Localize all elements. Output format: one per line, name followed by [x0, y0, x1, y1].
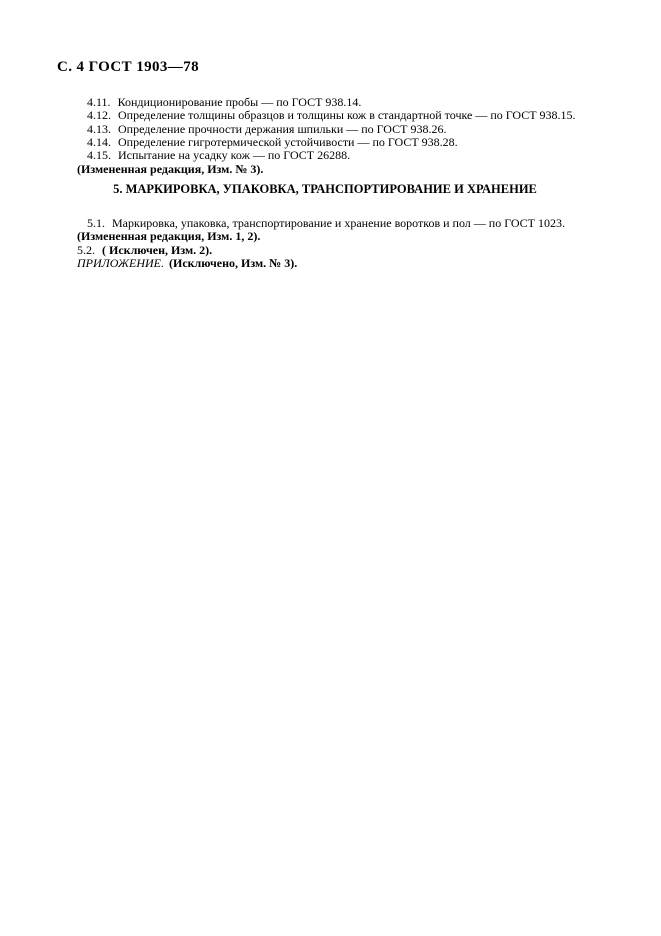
section-4-clauses [77, 96, 607, 176]
clause-text: Маркировка, упаковка, транспортирование и хранение воротков и пол — по ГОСТ 1023. [112, 216, 565, 230]
clause-text: Определение толщины образцов и толщины кож в стандартной точке — по ГОСТ 938.15. [118, 108, 576, 123]
clause-text: ( Исключен, Изм. 2). [102, 242, 213, 257]
clause-number: 4.14. [87, 135, 111, 150]
clause-number: 5.1. [87, 216, 105, 230]
clause-4-13 [77, 123, 607, 136]
clause-4-12 [77, 109, 607, 122]
appendix [77, 257, 607, 270]
page-header: С. 4 ГОСТ 1903—78 [57, 59, 199, 75]
clause-text: Кондиционирование пробы — по ГОСТ 938.14. [117, 95, 362, 109]
appendix-line [77, 257, 607, 270]
section-5-clauses [77, 217, 607, 257]
clause-4-14 [77, 136, 607, 149]
clause-number: 4.11. [87, 95, 111, 109]
appendix-label: ПРИЛОЖЕНИЕ. [77, 256, 164, 270]
amendment-note-section-5: (Измененная редакция, Изм. 1, 2). [77, 229, 261, 244]
clause-text: Испытание на усадку кож — по ГОСТ 26288. [118, 148, 351, 163]
clause-5-1 [77, 217, 607, 230]
clause-number: 4.15. [87, 148, 111, 163]
clause-4-15 [77, 149, 607, 162]
clause-text: Определение прочности держания шпильки — по ГОСТ 938.26. [118, 121, 447, 136]
section-5-heading: 5. МАРКИРОВКА, УПАКОВКА, ТРАНСПОРТИРОВАНИЕ И ХРАНЕНИЕ [113, 182, 537, 196]
clause-number: 4.12. [87, 108, 111, 123]
clause-number: 5.2. [77, 242, 95, 257]
amendment-note-section-4: (Измененная редакция, Изм. № 3). [77, 161, 264, 176]
appendix-note: (Исключено, Изм. № 3). [168, 256, 298, 270]
clause-4-11 [77, 96, 607, 109]
clause-text: Определение гигротермической устойчивости — по ГОСТ 938.28. [118, 135, 458, 150]
clause-number: 4.13. [87, 121, 111, 136]
